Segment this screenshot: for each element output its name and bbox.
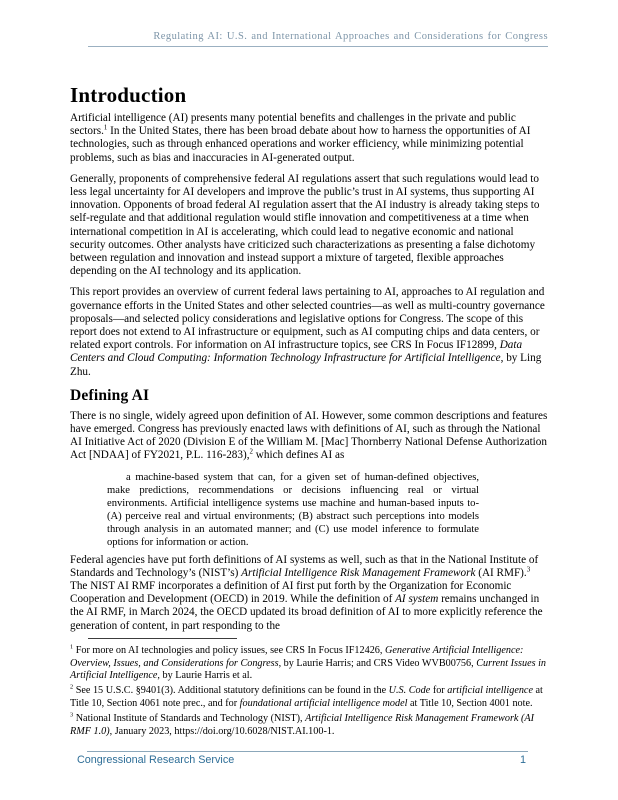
footnote-separator — [88, 638, 237, 639]
section-heading-defining-ai: Defining AI — [70, 386, 150, 404]
page-footer — [70, 751, 548, 767]
running-header-title: Regulating AI: U.S. and International Approaches and Considerations for Congress — [153, 31, 548, 42]
defining-ai-paragraph-1: There is no single, widely agreed upon definition of AI. However, some common descriptions and features have emerged. Congress has previously enacted laws with definitions of AI, such as through the National AI Initiative Act of 2020 (Division E of the William M. [Mac] Thornberry National Defense Authorization Act [NDAA] of FY2021, P.L. 116-283),$^2$ which defines AI as — [70, 409, 548, 462]
report-body — [70, 84, 550, 633]
footer-row — [70, 752, 548, 767]
ai-statutory-definition-quote: a machine-based system that can, for a given set of human-defined objectives, make predictions, recommendations or decisions influencing real or virtual environments. Artificial intelligence systems use machine and human-based inputs to- (A) perceive real and virtual environments; (B) abstract such perceptions into models through analysis in an automated manner; and (C) use model inference to formulate options for information or action. — [107, 471, 479, 548]
defining-ai-paragraph-2: Federal agencies have put forth definitions of AI systems as well, such as that in the National Institute of Standards and Technology’s (NIST’s) Artificial Intelligence Risk Management Framework (AI RMF).$^3$ The NIST AI RMF incorporates a definition of AI first put forth by the Organization for Economic Cooperation and Development (OECD) in 2019. While the definition of AI system remains unchanged in the AI RMF, in March 2024, the OECD updated its broad definition of AI to more explicitly reference the generation of content, in part responding to the — [70, 553, 543, 632]
footnote-1: $^1$ For more on AI technologies and policy issues, see CRS In Focus IF12426, Generative Artificial Intelligence: Overview, Issues, and Considerations for Congress, by Laurie Harris; and CRS Video WVB00756, Current Issues in Artificial Intelligence, by Laurie Harris et al. — [70, 643, 547, 682]
running-header — [88, 31, 548, 47]
intro-paragraph-2: Generally, proponents of comprehensive federal AI regulations assert that such regulations would lead to less legal uncertainty for AI developers and improve the public’s trust in AI systems, thus supporting AI innovation. Opponents of broad federal AI regulation assert that the AI industry is already taking steps to self-regulate and that additional regulation would stifle innovation and competitiveness at a time when international competition in AI is accelerating, which could lead to negative economic and national security outcomes. Other analysts have criticized such characterizations as presenting a false dichotomy between regulation and innovation and instead support a mixture of targeted, flexible approaches depending on the AI technology and its application. — [70, 172, 540, 278]
section-heading-introduction: Introduction — [70, 83, 187, 107]
footnote-3: $^3$ National Institute of Standards and Technology (NIST), Artificial Intelligence Risk Management Framework (AI RMF 1.0), January 2023, https://doi.org/10.6028/NIST.AI.100-1. — [70, 711, 534, 737]
intro-paragraph-3: This report provides an overview of current federal laws pertaining to AI, approaches to AI regulation and governance efforts in the United States and other selected countries—as well as multi-country governance proposals—and selected policy considerations and legislative options for Congress. The scope of this report does not extend to AI infrastructure or equipment, such as AI computing chips and data centers, or related export controls. For information on AI infrastructure topics, see CRS In Focus IF12899, Data Centers and Cloud Computing: Information Technology Infrastructure for Artificial Intelligence, by Ling Zhu. — [70, 286, 545, 378]
footer-org-label: Congressional Research Service — [77, 754, 235, 766]
footer-page-number: 1 — [519, 754, 526, 766]
intro-paragraph-1: Artificial intelligence (AI) presents many potential benefits and challenges in the private and public sectors.$^1$ In the United States, there has been broad debate about how to harness the opportunities of AI technologies, such as through enhanced operations and worker efficiency, while minimizing potential problems, such as bias and inaccuracies in AI-generated output. — [70, 112, 531, 164]
footnotes-section — [70, 638, 548, 741]
footnote-2: $^2$ See 15 U.S.C. §9401(3). Additional statutory definitions can be found in the U.S. Code for artificial intelligence at Title 10, Section 4061 note prec., and for foundational artificial intelligence model at Title 10, Section 4001 note. — [70, 683, 543, 709]
